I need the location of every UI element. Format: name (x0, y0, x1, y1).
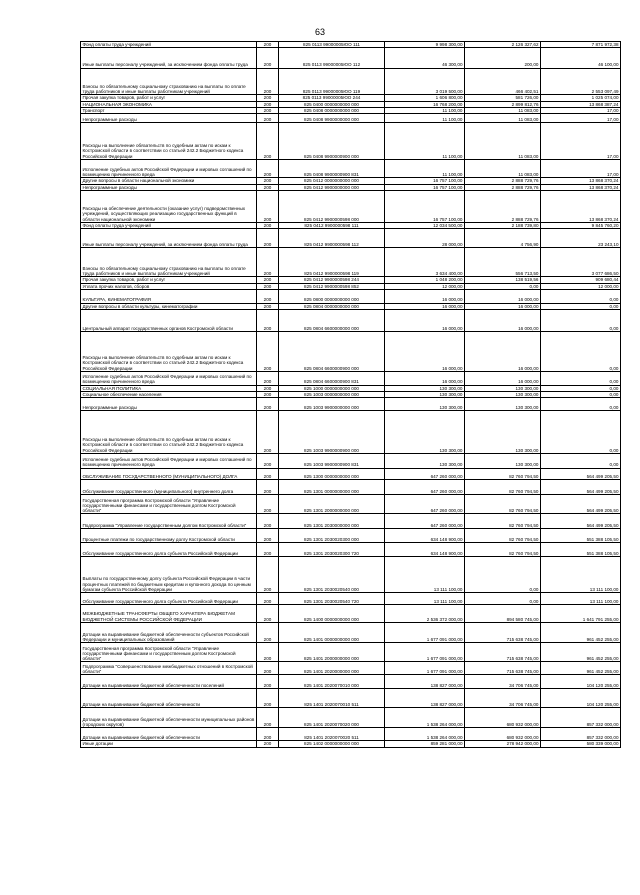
row-kbk-cell: 825 0804 6600000900 000 (279, 332, 385, 371)
row-remainder-cell: 17,00 (541, 160, 621, 178)
row-plan-cell: 859 281 000,00 (385, 741, 465, 747)
table-row (81, 623, 621, 643)
table-row (81, 543, 621, 557)
row-remainder-cell: 1 641 791 255,00 (541, 604, 621, 622)
row-name-cell: Непрограммные расходы (81, 398, 257, 411)
row-plan-cell: 12 000,00 (385, 283, 465, 289)
row-kbk-cell: 825 0408 9900000000 000 (279, 114, 385, 123)
row-name-cell: Прочая закупка товаров, работ и услуг (81, 277, 257, 283)
row-name-cell: Расходы на выполнение обязательств по судебным актам по искам к Костромской области в соответствии со статьей 242.2 Бюджетного кодекса Российской Федерации (81, 332, 257, 371)
row-exec-cell: 2 888 729,76 (465, 178, 541, 184)
row-remainder-cell: 13 111 100,00 (541, 593, 621, 605)
row-remainder-cell: 564 499 205,50 (541, 480, 621, 495)
row-exec-cell: 82 760 794,50 (465, 480, 541, 495)
row-code-cell: 200 (257, 557, 279, 593)
row-code-cell: 200 (257, 229, 279, 248)
row-code-cell: 200 (257, 371, 279, 385)
row-code-cell: 200 (257, 122, 279, 159)
row-remainder-cell: 13 868 370,24 (541, 184, 621, 190)
row-name-cell: Расходы на обеспечение деятельности (оказание услуг) подведомственных учреждений, осуществляющих реализацию государственных функций в области национальной экономики (81, 190, 257, 222)
table-row (81, 453, 621, 468)
row-kbk-cell: 825 0408 9900000900 000 (279, 122, 385, 159)
table-row (81, 248, 621, 277)
row-plan-cell: 11 100,00 (385, 107, 465, 113)
row-plan-cell: 13 111 100,00 (385, 593, 465, 605)
row-plan-cell: 11 100,00 (385, 122, 465, 159)
row-remainder-cell: 961 452 255,00 (541, 643, 621, 662)
row-kbk-cell: 825 1301 0000000000 000 (279, 480, 385, 495)
row-remainder-cell: 0,00 (541, 371, 621, 385)
row-name-cell: Дотации на выравнивание бюджетной обеспеченности муниципальных районов (городских округов) (81, 708, 257, 728)
table-row (81, 708, 621, 728)
row-code-cell: 200 (257, 178, 279, 184)
row-exec-cell: 200,00 (465, 48, 541, 68)
row-name-cell: Непрограммные расходы (81, 114, 257, 123)
row-kbk-cell: 825 0412 9900000598 852 (279, 283, 385, 289)
row-name-cell: Социальное обеспечение населения (81, 392, 257, 398)
row-exec-cell: 130 300,00 (465, 398, 541, 411)
row-plan-cell: 1 538 264 000,00 (385, 708, 465, 728)
row-remainder-cell: 2 553 097,49 (541, 68, 621, 95)
row-exec-cell: 11 083,00 (465, 122, 541, 159)
row-remainder-cell: 104 120 255,00 (541, 689, 621, 708)
row-name-cell: ОБСЛУЖИВАНИЕ ГОСУДАРСТВЕННОГО (МУНИЦИПАЛЬНОГО) ДОЛГА (81, 468, 257, 480)
row-code-cell: 200 (257, 662, 279, 675)
row-kbk-cell: 825 0113 99000005ЮО 112 (279, 48, 385, 68)
row-remainder-cell: 1 025 074,00 (541, 95, 621, 101)
row-code-cell: 200 (257, 728, 279, 741)
row-code-cell: 200 (257, 411, 279, 454)
row-remainder-cell: 909 680,44 (541, 277, 621, 283)
row-exec-cell: 556 713,50 (465, 248, 541, 277)
row-code-cell: 200 (257, 277, 279, 283)
row-exec-cell: 16 000,00 (465, 371, 541, 385)
row-plan-cell: 28 000,00 (385, 229, 465, 248)
row-exec-cell: 138 519,56 (465, 277, 541, 283)
row-plan-cell: 138 827 000,00 (385, 689, 465, 708)
page-number: 63 (314, 27, 325, 37)
table-row (81, 371, 621, 385)
row-plan-cell: 16 000,00 (385, 303, 465, 309)
row-name-cell: Государственная программа Костромской области "Управление государственными финансами и государственным долгом Костромской области" (81, 495, 257, 514)
row-name-cell: Дотации на выравнивание бюджетной обеспеченности поселений (81, 675, 257, 689)
table-row (81, 675, 621, 689)
row-code-cell: 200 (257, 310, 279, 332)
row-exec-cell: 715 638 745,00 (465, 662, 541, 675)
row-exec-cell: 11 083,00 (465, 114, 541, 123)
row-name-cell: Дотации на выравнивание бюджетной обеспеченности (81, 728, 257, 741)
row-code-cell: 200 (257, 480, 279, 495)
row-name-cell: Обслуживание государственного долга субъекта Российской Федерации (81, 543, 257, 557)
table-row (81, 689, 621, 708)
row-code-cell: 200 (257, 689, 279, 708)
row-code-cell: 200 (257, 42, 279, 48)
row-kbk-cell: 825 0412 9900000598 244 (279, 277, 385, 283)
row-remainder-cell: 0,00 (541, 385, 621, 391)
row-remainder-cell: 0,00 (541, 392, 621, 398)
row-remainder-cell: 13 868 370,24 (541, 178, 621, 184)
row-remainder-cell: 857 332 000,00 (541, 728, 621, 741)
row-kbk-cell: 825 0412 9900000000 000 (279, 184, 385, 190)
row-remainder-cell: 9 845 760,20 (541, 222, 621, 228)
row-code-cell: 200 (257, 741, 279, 747)
row-remainder-cell: 857 332 000,00 (541, 708, 621, 728)
row-exec-cell: 4 756,90 (465, 229, 541, 248)
table-row (81, 604, 621, 622)
row-kbk-cell: 825 1301 2030020540 000 (279, 557, 385, 593)
table-row (81, 160, 621, 178)
row-kbk-cell: 825 1401 2020000000 000 (279, 662, 385, 675)
row-kbk-cell: 825 1401 2000000000 000 (279, 643, 385, 662)
row-exec-cell: 2 188 739,80 (465, 222, 541, 228)
row-kbk-cell: 825 0408 0000000000 000 (279, 107, 385, 113)
row-name-cell: Транспорт (81, 107, 257, 113)
row-kbk-cell: 825 0113 99000005ЮО 244 (279, 95, 385, 101)
row-remainder-cell: 0,00 (541, 332, 621, 371)
row-exec-cell: 715 638 745,00 (465, 623, 541, 643)
row-plan-cell: 1 677 091 000,00 (385, 623, 465, 643)
row-code-cell: 200 (257, 283, 279, 289)
row-exec-cell: 82 760 794,50 (465, 514, 541, 529)
row-exec-cell: 82 760 794,50 (465, 495, 541, 514)
row-name-cell: Подпрограмма "Совершенствование межбюджетных отношений в Костромской области" (81, 662, 257, 675)
table-row (81, 289, 621, 303)
row-kbk-cell: 825 0113 99000005ЮО 119 (279, 68, 385, 95)
row-exec-cell: 82 760 794,50 (465, 543, 541, 557)
table-row (81, 190, 621, 222)
row-name-cell: Исполнение судебных актов Российской Федерации и мировых соглашений по возмещению причиненного вреда (81, 453, 257, 468)
row-remainder-cell: 551 388 105,50 (541, 529, 621, 543)
row-kbk-cell: 825 0408 9900000900 831 (279, 160, 385, 178)
row-plan-cell: 130 300,00 (385, 398, 465, 411)
row-exec-cell: 34 706 745,00 (465, 689, 541, 708)
row-kbk-cell: 825 1301 2000000000 000 (279, 495, 385, 514)
row-name-cell: Взносы по обязательному социальному страхованию на выплаты по оплате труда работников и иные выплаты работникам учреждений (81, 248, 257, 277)
row-remainder-cell: 13 111 100,00 (541, 557, 621, 593)
table-row (81, 480, 621, 495)
row-name-cell: Иные выплаты персоналу учреждений, за исключением фонда оплаты труда (81, 48, 257, 68)
row-code-cell: 200 (257, 248, 279, 277)
row-name-cell: Расходы на выполнение обязательств по судебным актам по искам к Костромской области в соответствии со статьей 242.2 Бюджетного кодекса Российской Федерации (81, 411, 257, 454)
row-code-cell: 200 (257, 101, 279, 107)
row-code-cell: 200 (257, 643, 279, 662)
row-remainder-cell: 0,00 (541, 310, 621, 332)
row-kbk-cell: 825 1000 0000000000 000 (279, 385, 385, 391)
row-kbk-cell: 825 0804 6600000900 831 (279, 371, 385, 385)
row-plan-cell: 9 998 300,00 (385, 42, 465, 48)
row-plan-cell: 16 000,00 (385, 310, 465, 332)
row-exec-cell: 130 300,00 (465, 411, 541, 454)
row-plan-cell: 130 300,00 (385, 453, 465, 468)
row-code-cell: 200 (257, 593, 279, 605)
row-kbk-cell: 825 0412 9900000598 112 (279, 229, 385, 248)
row-kbk-cell: 825 1300 0000000000 000 (279, 468, 385, 480)
row-plan-cell: 1 677 091 000,00 (385, 662, 465, 675)
row-exec-cell: 581 726,00 (465, 95, 541, 101)
table-row (81, 662, 621, 675)
row-plan-cell: 130 300,00 (385, 385, 465, 391)
row-remainder-cell: 12 000,00 (541, 283, 621, 289)
row-code-cell: 200 (257, 514, 279, 529)
row-kbk-cell: 825 1400 0000000000 000 (279, 604, 385, 622)
row-name-cell: КУЛЬТУРА, КИНЕМАТОГРАФИЯ (81, 289, 257, 303)
row-plan-cell: 1 048 200,00 (385, 277, 465, 283)
row-remainder-cell: 0,00 (541, 411, 621, 454)
row-kbk-cell: 825 1402 0000000000 000 (279, 741, 385, 747)
row-code-cell: 200 (257, 289, 279, 303)
row-plan-cell: 2 536 372 000,00 (385, 604, 465, 622)
row-code-cell: 200 (257, 495, 279, 514)
row-code-cell: 200 (257, 332, 279, 371)
row-name-cell: Иные выплаты персоналу учреждений, за исключением фонда оплаты труда (81, 229, 257, 248)
row-name-cell: Взносы по обязательному социальному страхованию на выплаты по оплате труда работников и иные выплаты работникам учреждений (81, 68, 257, 95)
row-name-cell: Иные дотации (81, 741, 257, 747)
row-code-cell: 200 (257, 398, 279, 411)
row-name-cell: Выплаты по государственному долгу субъекта Российской Федерации в части процентных платежей по бюджетным кредитам и купонного дохода по ценным бумагам субъекта Российской Федерации (81, 557, 257, 593)
row-name-cell: Исполнение судебных актов Российской Федерации и мировых соглашений по возмещению причиненного вреда (81, 160, 257, 178)
row-kbk-cell: 825 1401 2020070010 000 (279, 675, 385, 689)
table-row (81, 495, 621, 514)
row-plan-cell: 16 000,00 (385, 289, 465, 303)
row-exec-cell: 278 942 000,00 (465, 741, 541, 747)
row-plan-cell: 16 000,00 (385, 371, 465, 385)
row-name-cell: Фонд оплаты труда учреждений (81, 222, 257, 228)
row-exec-cell: 894 580 745,00 (465, 604, 541, 622)
row-code-cell: 200 (257, 708, 279, 728)
row-code-cell: 200 (257, 604, 279, 622)
table-row (81, 48, 621, 68)
row-remainder-cell: 551 388 105,50 (541, 543, 621, 557)
row-plan-cell: 1 538 264 000,00 (385, 728, 465, 741)
table-row (81, 411, 621, 454)
row-kbk-cell: 825 1301 2030020300 000 (279, 529, 385, 543)
row-code-cell: 200 (257, 68, 279, 95)
row-plan-cell: 16 000,00 (385, 332, 465, 371)
row-kbk-cell: 825 0804 0000000000 000 (279, 303, 385, 309)
row-exec-cell: 16 000,00 (465, 332, 541, 371)
row-remainder-cell: 23 243,10 (541, 229, 621, 248)
row-plan-cell: 16 768 200,00 (385, 101, 465, 107)
row-remainder-cell: 0,00 (541, 398, 621, 411)
row-exec-cell: 11 083,00 (465, 160, 541, 178)
row-plan-cell: 16 757 100,00 (385, 178, 465, 184)
row-code-cell: 200 (257, 48, 279, 68)
row-plan-cell: 138 827 000,00 (385, 675, 465, 689)
row-exec-cell: 130 300,00 (465, 392, 541, 398)
row-remainder-cell: 13 868 370,24 (541, 190, 621, 222)
row-name-cell: Обслуживание государственного долга субъекта Российской Федерации (81, 593, 257, 605)
table-row (81, 643, 621, 662)
table-row (81, 68, 621, 95)
row-code-cell: 200 (257, 453, 279, 468)
row-remainder-cell: 17,00 (541, 114, 621, 123)
row-code-cell: 200 (257, 190, 279, 222)
row-remainder-cell: 0,00 (541, 303, 621, 309)
row-kbk-cell: 825 0412 9900000598 000 (279, 190, 385, 222)
table-row (81, 529, 621, 543)
table-row (81, 114, 621, 123)
row-exec-cell: 466 402,51 (465, 68, 541, 95)
row-plan-cell: 3 634 400,00 (385, 248, 465, 277)
row-remainder-cell: 961 452 255,00 (541, 662, 621, 675)
row-code-cell: 200 (257, 675, 279, 689)
row-name-cell: Процентные платежи по государственному долгу Костромской области (81, 529, 257, 543)
row-remainder-cell: 3 077 686,50 (541, 248, 621, 277)
row-exec-cell: 680 932 000,00 (465, 708, 541, 728)
row-exec-cell: 0,00 (465, 593, 541, 605)
row-name-cell: Другие вопросы в области национальной экономики (81, 178, 257, 184)
row-plan-cell: 11 100,00 (385, 114, 465, 123)
row-exec-cell: 680 932 000,00 (465, 728, 541, 741)
row-exec-cell: 2 899 812,76 (465, 101, 541, 107)
table-row (81, 310, 621, 332)
row-name-cell: Дотации на выравнивание бюджетной обеспеченности субъектов Российской Федерации и муниципальных образований (81, 623, 257, 643)
row-plan-cell: 647 260 000,00 (385, 495, 465, 514)
row-plan-cell: 16 757 100,00 (385, 184, 465, 190)
row-remainder-cell: 564 499 205,50 (541, 468, 621, 480)
row-kbk-cell: 825 1003 9900000900 000 (279, 411, 385, 454)
row-kbk-cell: 825 1003 9900000900 831 (279, 453, 385, 468)
row-name-cell: Расходы на выполнение обязательств по судебным актам по искам к Костромской области в соответствии со статьей 242.2 Бюджетного кодекса Российской Федерации (81, 122, 257, 159)
row-kbk-cell: 825 0412 0000000000 000 (279, 178, 385, 184)
table-row (81, 122, 621, 159)
row-kbk-cell: 825 1401 0000000000 000 (279, 623, 385, 643)
row-exec-cell: 0,00 (465, 557, 541, 593)
row-name-cell: Дотации на выравнивание бюджетной обеспеченности (81, 689, 257, 708)
row-kbk-cell: 825 1301 2030020300 720 (279, 543, 385, 557)
row-kbk-cell: 825 0800 0000000000 000 (279, 289, 385, 303)
row-kbk-cell: 825 1401 2020070010 511 (279, 689, 385, 708)
row-plan-cell: 1 677 091 000,00 (385, 643, 465, 662)
row-remainder-cell: 0,00 (541, 453, 621, 468)
row-name-cell: Другие вопросы в области культуры, кинематографии (81, 303, 257, 309)
row-plan-cell: 130 300,00 (385, 392, 465, 398)
row-code-cell: 200 (257, 184, 279, 190)
table-row (81, 468, 621, 480)
row-plan-cell: 46 300,00 (385, 48, 465, 68)
row-kbk-cell: 825 1301 2030000000 000 (279, 514, 385, 529)
row-code-cell: 200 (257, 385, 279, 391)
row-plan-cell: 12 034 500,00 (385, 222, 465, 228)
row-exec-cell: 2 126 327,62 (465, 42, 541, 48)
row-exec-cell: 11 083,00 (465, 107, 541, 113)
row-kbk-cell: 825 0113 99000005ЮО 111 (279, 42, 385, 48)
budget-execution-table (80, 41, 621, 748)
row-plan-cell: 11 100,00 (385, 160, 465, 178)
row-remainder-cell: 580 339 000,00 (541, 741, 621, 747)
row-code-cell: 200 (257, 392, 279, 398)
row-code-cell: 200 (257, 543, 279, 557)
row-exec-cell: 16 000,00 (465, 289, 541, 303)
row-code-cell: 200 (257, 114, 279, 123)
row-exec-cell: 0,00 (465, 283, 541, 289)
row-exec-cell: 2 888 729,76 (465, 184, 541, 190)
row-plan-cell: 16 757 100,00 (385, 190, 465, 222)
row-remainder-cell: 7 871 972,38 (541, 42, 621, 48)
row-name-cell: Непрограммные расходы (81, 184, 257, 190)
row-remainder-cell: 13 868 387,24 (541, 101, 621, 107)
row-remainder-cell: 564 499 205,50 (541, 514, 621, 529)
row-code-cell: 200 (257, 222, 279, 228)
table-row (81, 398, 621, 411)
row-name-cell: Подпрограмма "Управление государственным долгом Костромской области" (81, 514, 257, 529)
row-code-cell: 200 (257, 303, 279, 309)
row-name-cell: Центральный аппарат государственных органов Костромской области (81, 310, 257, 332)
row-code-cell: 200 (257, 95, 279, 101)
row-code-cell: 200 (257, 529, 279, 543)
row-code-cell: 200 (257, 160, 279, 178)
row-name-cell: Фонд оплаты труда учреждений (81, 42, 257, 48)
table-body (81, 42, 621, 748)
table-row (81, 741, 621, 747)
row-remainder-cell: 17,00 (541, 122, 621, 159)
row-plan-cell: 3 019 500,00 (385, 68, 465, 95)
row-name-cell: Исполнение судебных актов Российской Федерации и мировых соглашений по возмещению причиненного вреда (81, 371, 257, 385)
row-kbk-cell: 825 0412 9900000598 119 (279, 248, 385, 277)
row-plan-cell: 647 260 000,00 (385, 480, 465, 495)
row-name-cell: Уплата прочих налогов, сборов (81, 283, 257, 289)
row-plan-cell: 13 111 100,00 (385, 557, 465, 593)
row-code-cell: 200 (257, 623, 279, 643)
row-kbk-cell: 825 0804 6600000000 000 (279, 310, 385, 332)
row-exec-cell: 34 706 745,00 (465, 675, 541, 689)
row-remainder-cell: 961 452 255,00 (541, 623, 621, 643)
table-row (81, 593, 621, 605)
table-row (81, 557, 621, 593)
row-name-cell: Обслуживание государственного (муниципального) внутреннего долга (81, 480, 257, 495)
row-code-cell: 200 (257, 107, 279, 113)
row-remainder-cell: 46 100,00 (541, 48, 621, 68)
row-exec-cell: 82 760 794,50 (465, 468, 541, 480)
row-name-cell: Государственная программа Костромской области "Управление государственными финансами и государственным долгом Костромской области" (81, 643, 257, 662)
row-name-cell: МЕЖБЮДЖЕТНЫЕ ТРАНСФЕРТЫ ОБЩЕГО ХАРАКТЕРА БЮДЖЕТАМ БЮДЖЕТНОЙ СИСТЕМЫ РОССИЙСКОЙ ФЕДЕРАЦИИ (81, 604, 257, 622)
row-exec-cell: 16 000,00 (465, 303, 541, 309)
row-kbk-cell: 825 1003 0000000000 000 (279, 392, 385, 398)
row-kbk-cell: 825 1401 2020070020 000 (279, 708, 385, 728)
row-name-cell: СОЦИАЛЬНАЯ ПОЛИТИКА (81, 385, 257, 391)
row-remainder-cell: 104 120 255,00 (541, 675, 621, 689)
table-row (81, 728, 621, 741)
row-plan-cell: 647 260 000,00 (385, 468, 465, 480)
row-plan-cell: 1 606 800,00 (385, 95, 465, 101)
row-plan-cell: 634 148 900,00 (385, 529, 465, 543)
row-remainder-cell: 0,00 (541, 289, 621, 303)
row-name-cell: Прочая закупка товаров, работ и услуг (81, 95, 257, 101)
row-remainder-cell: 17,00 (541, 107, 621, 113)
row-code-cell: 200 (257, 468, 279, 480)
row-exec-cell: 16 000,00 (465, 310, 541, 332)
row-exec-cell: 82 760 794,50 (465, 529, 541, 543)
row-plan-cell: 634 148 900,00 (385, 543, 465, 557)
row-exec-cell: 130 300,00 (465, 385, 541, 391)
row-kbk-cell: 825 0400 0000000000 000 (279, 101, 385, 107)
row-plan-cell: 130 300,00 (385, 411, 465, 454)
table-row (81, 332, 621, 371)
row-kbk-cell: 825 1401 2020070020 511 (279, 728, 385, 741)
row-exec-cell: 715 638 745,00 (465, 643, 541, 662)
row-kbk-cell: 825 0412 9900000598 111 (279, 222, 385, 228)
row-exec-cell: 130 300,00 (465, 453, 541, 468)
row-plan-cell: 647 260 000,00 (385, 514, 465, 529)
row-kbk-cell: 825 1003 9900000000 000 (279, 398, 385, 411)
table-row (81, 514, 621, 529)
table-row (81, 229, 621, 248)
row-exec-cell: 2 888 729,76 (465, 190, 541, 222)
row-name-cell: НАЦИОНАЛЬНАЯ ЭКОНОМИКА (81, 101, 257, 107)
row-remainder-cell: 564 499 205,50 (541, 495, 621, 514)
row-kbk-cell: 825 1301 2030020540 720 (279, 593, 385, 605)
